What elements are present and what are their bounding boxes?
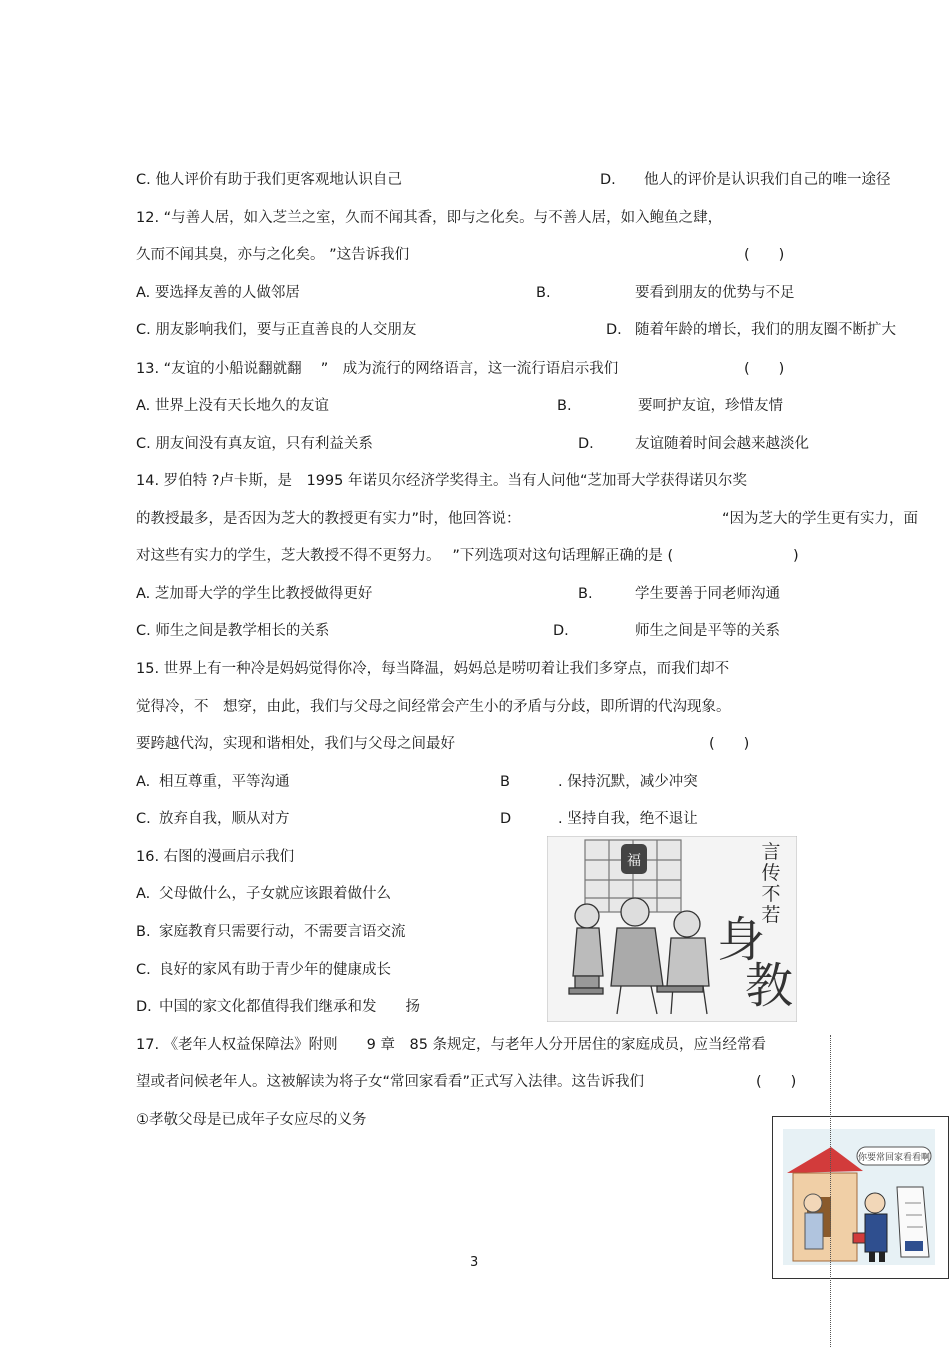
question-text-l4-2: 要看到朋友的优势与不足 — [635, 285, 795, 301]
question-text-l13-2: 师生之间是平等的关系 — [635, 623, 780, 639]
question-text-l20-0: A. — [136, 886, 151, 902]
cartoon-visit-home — [772, 1116, 949, 1279]
answer-parentheses-l25: ( ) — [756, 1074, 797, 1090]
question-text-l7-2: 要呵护友谊，珍惜友情 — [638, 398, 783, 414]
question-text-l17-2: B — [500, 774, 510, 790]
question-text-l1-2: 他人的评价是认识我们自己的唯一途径 — [644, 172, 891, 188]
question-text-l17-1: 相互尊重，平等沟通 — [159, 774, 290, 790]
question-text-l17-0: A. — [136, 774, 151, 790]
question-text-l21-0: B. — [136, 924, 151, 940]
question-text-l4-0: A. 要选择友善的人做邻居 — [136, 285, 300, 301]
cartoon-visit-home-image — [773, 1117, 948, 1278]
question-text-l21-1: 家庭教育只需要行动，不需要言语交流 — [159, 924, 406, 940]
answer-parentheses-l11: ) — [793, 548, 799, 564]
question-text-l2-0: 12. “与善人居，如入芝兰之室，久而不闻其香，即与之化矣。与不善人居，如入鲍鱼之肆， — [136, 210, 723, 226]
question-text-l23-1: 中国的家文化都值得我们继承和发 扬 — [159, 999, 420, 1015]
cartoon-family-education — [547, 836, 797, 1022]
question-text-l5-1: D. — [606, 322, 622, 338]
question-text-l12-2: 学生要善于同老师沟通 — [635, 586, 780, 602]
question-text-l19-0: 16. 右图的漫画启示我们 — [136, 849, 295, 865]
question-text-l22-0: C. — [136, 962, 151, 978]
question-text-l14-0: 15. 世界上有一种冷是妈妈觉得你冷，每当降温，妈妈总是唠叨着让我们多穿点，而我们却不 — [136, 661, 730, 677]
question-text-l13-1: D. — [553, 623, 569, 639]
question-text-l4-1: B. — [536, 285, 551, 301]
question-text-l3-0: 久而不闻其臭，亦与之化矣。 ”这告诉我们 — [136, 247, 410, 263]
question-text-l10-0: 的教授最多，是否因为芝大的教授更有实力”时，他回答说： — [136, 511, 521, 527]
question-text-l7-1: B. — [557, 398, 572, 414]
question-text-l26-0: ①孝敬父母是已成年子女应尽的义务 — [136, 1112, 367, 1128]
question-text-l5-0: C. 朋友影响我们，要与正直善良的人交朋友 — [136, 322, 417, 338]
question-text-l8-1: D. — [578, 436, 594, 452]
question-text-l24-0: 17. 《老年人权益保障法》附则 9 章 85 条规定，与老年人分开居住的家庭成员，应当经常看 — [136, 1037, 767, 1053]
question-text-l9-0: 14. 罗伯特 ?卢卡斯，是 1995 年诺贝尔经济学奖得主。当有人问他“芝加哥大学获得诺贝尔奖 — [136, 473, 747, 489]
question-text-l13-0: C. 师生之间是教学相长的关系 — [136, 623, 330, 639]
question-text-l11-0: 对这些有实力的学生，芝大教授不得不更努力。 ”下列选项对这句话理解正确的是 ( — [136, 548, 674, 564]
question-text-l7-0: A. 世界上没有天长地久的友谊 — [136, 398, 329, 414]
cartoon-big-chars: 身教 — [717, 912, 794, 1014]
answer-parentheses-l3: ( ) — [744, 247, 785, 263]
question-text-l1-0: C. 他人评价有助于我们更客观地认识自己 — [136, 172, 402, 188]
question-text-l6-0: 13. “友谊的小船说翻就翻 ” 成为流行的网络语言，这一流行语启示我们 — [136, 361, 619, 377]
margin-dotted-line — [830, 1035, 831, 1347]
question-text-l12-1: B. — [578, 586, 593, 602]
cartoon2-banner: 你要常回家看看啊 — [857, 1153, 931, 1163]
question-text-l20-1: 父母做什么，子女就应该跟着做什么 — [159, 886, 391, 902]
cartoon-vertical-text: 言传不若 — [761, 841, 781, 926]
question-text-l16-0: 要跨越代沟，实现和谐相处，我们与父母之间最好 — [136, 736, 455, 752]
lantern-char: 福 — [627, 853, 641, 869]
question-text-l18-3: . 坚持自我，绝不退让 — [558, 811, 698, 827]
page-number: 3 — [470, 1255, 479, 1270]
answer-parentheses-l16: ( ) — [709, 736, 750, 752]
question-text-l5-2: 随着年龄的增长，我们的朋友圈不断扩大 — [635, 322, 896, 338]
question-text-l22-1: 良好的家风有助于青少年的健康成长 — [159, 962, 391, 978]
question-text-l25-0: 望或者问候老年人。这被解读为将子女“常回家看看”正式写入法律。这告诉我们 — [136, 1074, 645, 1090]
question-text-l18-2: D — [500, 811, 512, 827]
question-text-l12-0: A. 芝加哥大学的学生比教授做得更好 — [136, 586, 373, 602]
question-text-l18-0: C. — [136, 811, 151, 827]
question-text-l10-1: “因为芝大的学生更有实力，面 — [722, 511, 919, 527]
question-text-l8-2: 友谊随着时间会越来越淡化 — [635, 436, 809, 452]
question-text-l1-1: D. — [600, 172, 616, 188]
question-text-l15-0: 觉得冷，不 想穿，由此，我们与父母之间经常会产生小的矛盾与分歧，即所谓的代沟现象。 — [136, 699, 731, 715]
question-text-l8-0: C. 朋友间没有真友谊，只有利益关系 — [136, 436, 373, 452]
question-text-l23-0: D. — [136, 999, 152, 1015]
cartoon-family-education-image — [547, 836, 797, 1022]
answer-parentheses-l6: ( ) — [744, 361, 785, 377]
question-text-l17-3: . 保持沉默，减少冲突 — [558, 774, 698, 790]
question-text-l18-1: 放弃自我，顺从对方 — [159, 811, 290, 827]
